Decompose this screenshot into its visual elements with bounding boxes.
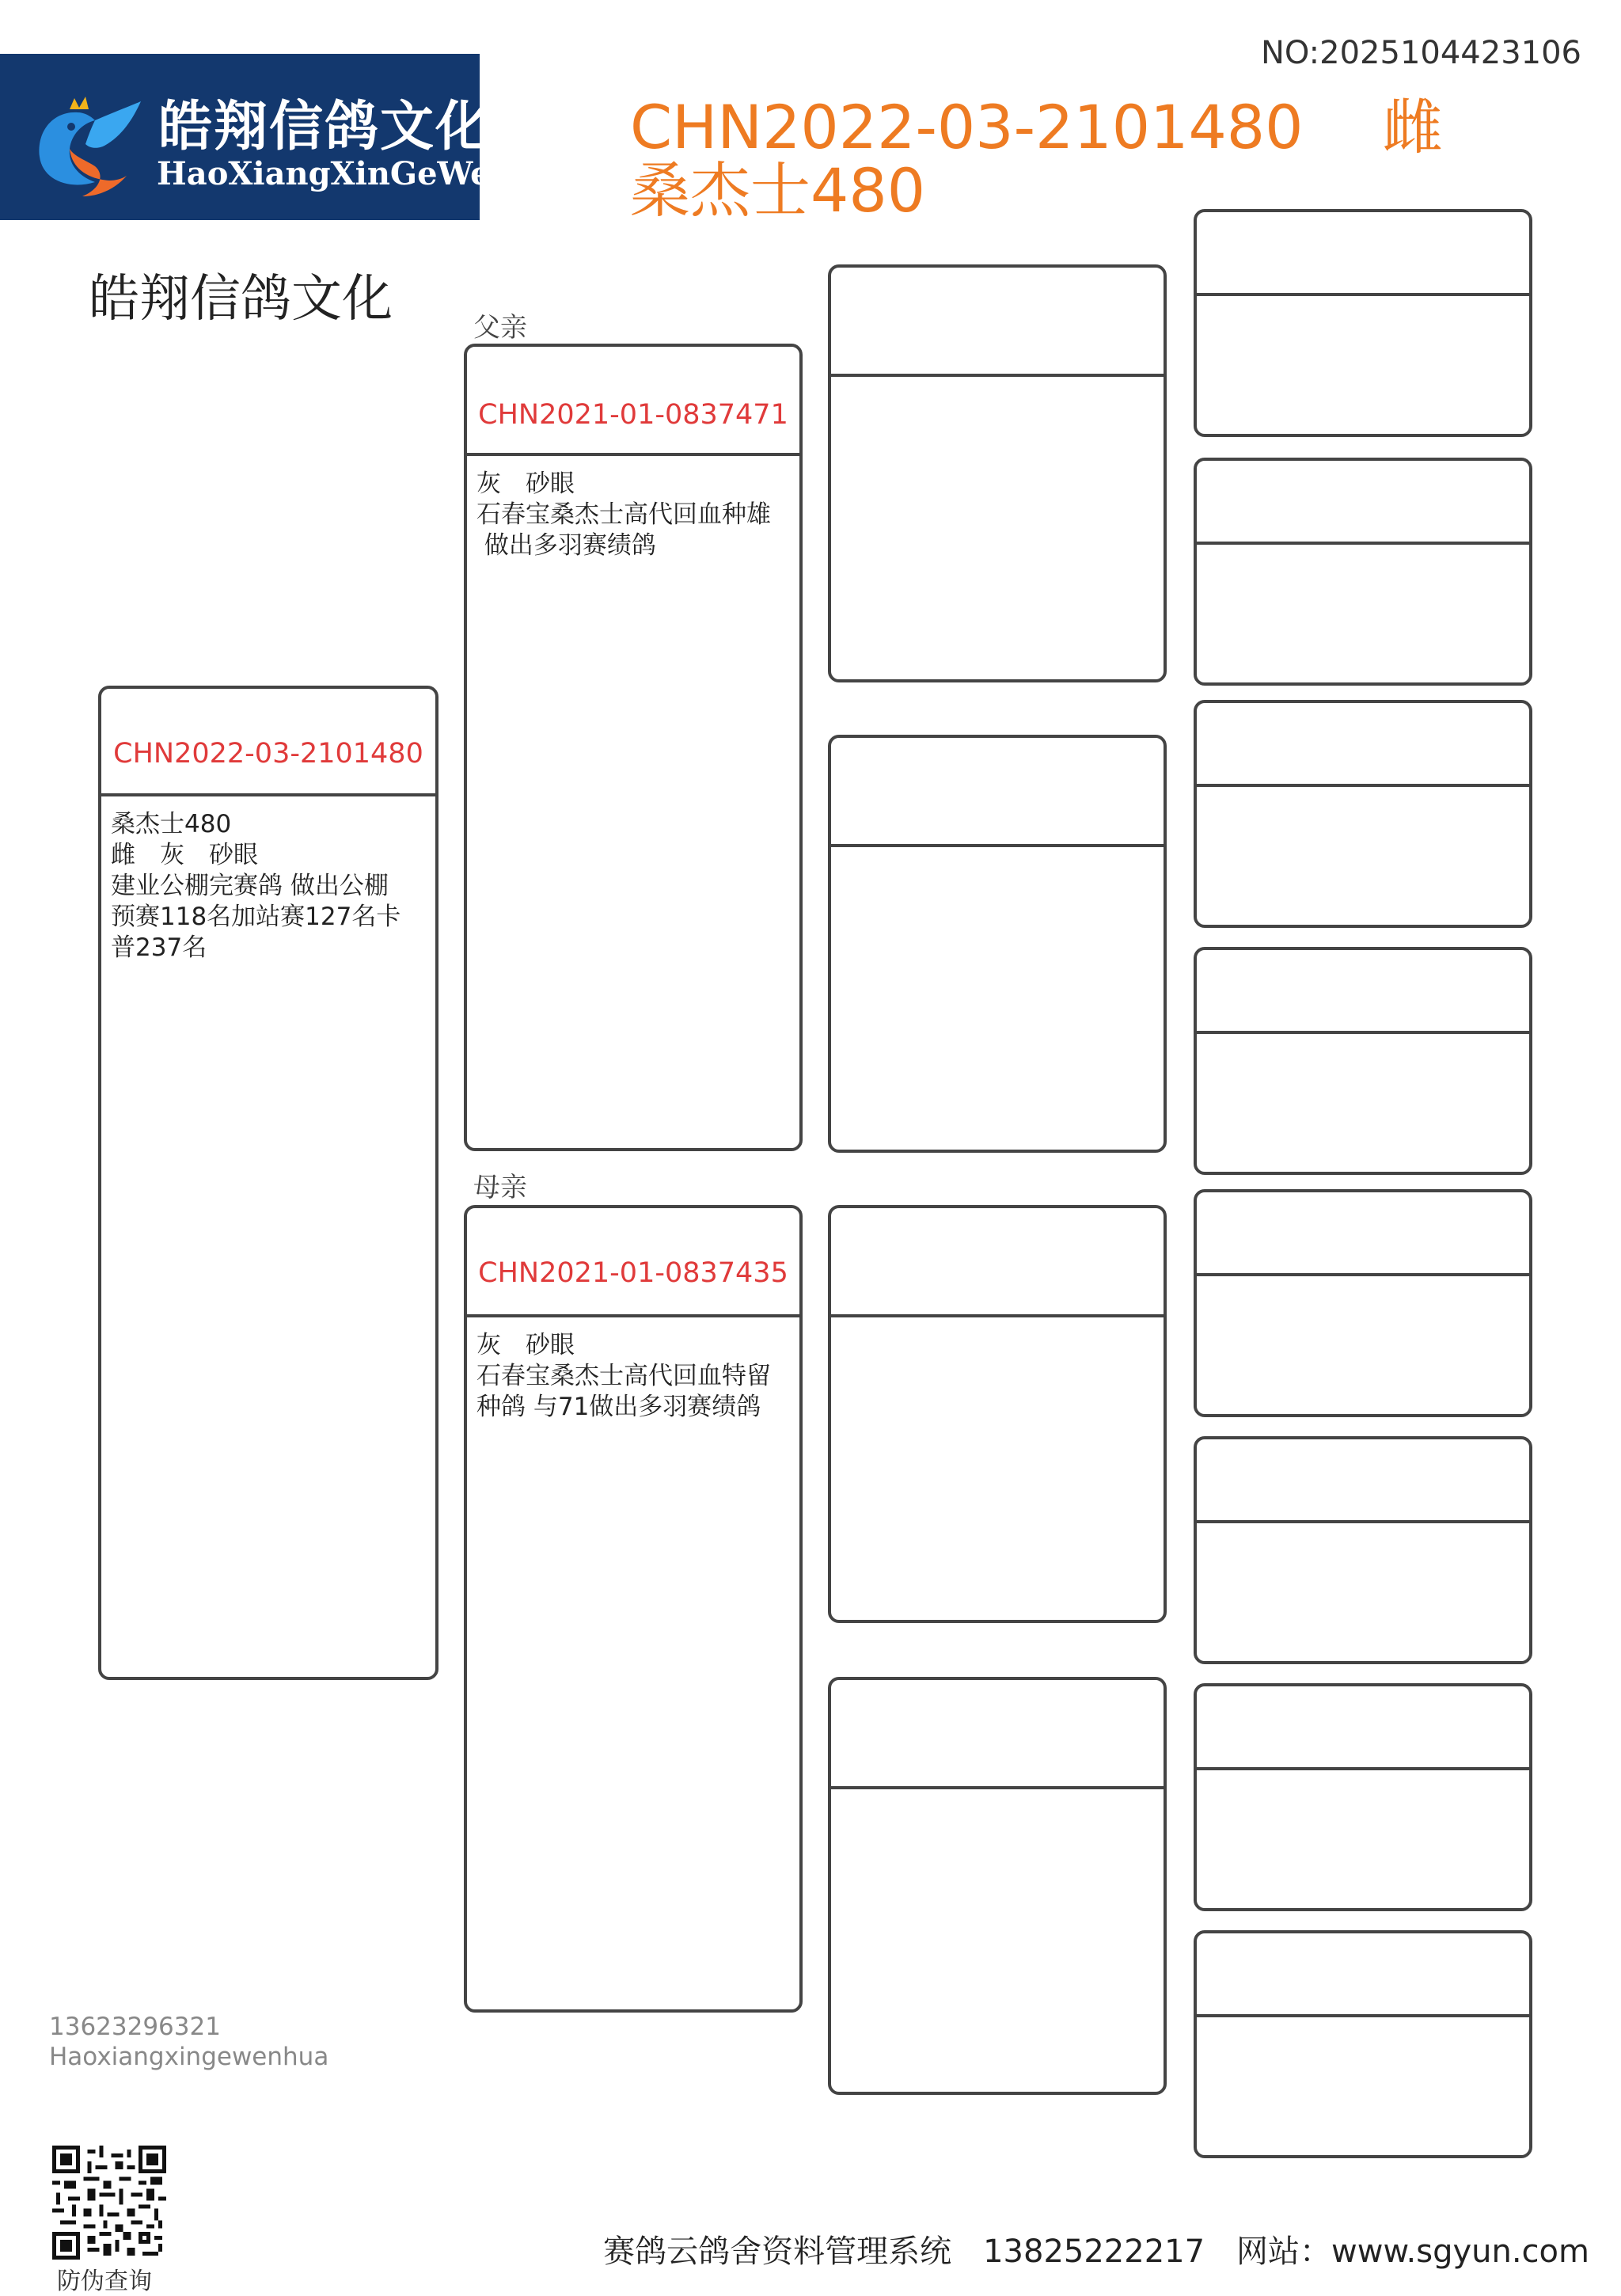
logo-chinese-name: 皓翔信鸽文化	[158, 96, 492, 158]
card-header	[1197, 703, 1529, 787]
card-header	[1197, 950, 1529, 1034]
card-header	[467, 1208, 799, 1317]
mother-label: 母亲	[473, 1172, 527, 1203]
loft-name: 皓翔信鸽文化	[89, 270, 393, 329]
card-header	[831, 1680, 1164, 1789]
great-grandparent-card	[1194, 1930, 1532, 2158]
description-line: 灰 砂眼	[476, 1331, 575, 1359]
card-header	[1197, 1439, 1529, 1523]
great-grandparent-card	[1194, 947, 1532, 1175]
ring-number: CHN2021-01-0837435	[478, 1257, 788, 1289]
card-header	[1197, 1686, 1529, 1770]
serial-number: NO:2025104423106	[1260, 35, 1581, 71]
qr-code-icon[interactable]	[52, 2146, 166, 2260]
pigeon-logo-icon	[22, 87, 141, 206]
card-header	[831, 268, 1164, 377]
card-header	[1197, 1192, 1529, 1276]
description-line: 建业公棚完赛鸽 做出公棚	[111, 872, 389, 900]
anti-counterfeit-label: 防伪查询	[57, 2267, 152, 2295]
description-line: 石春宝桑杰士高代回血特留	[476, 1362, 771, 1390]
description-line: 桑杰士480	[111, 810, 232, 838]
card-header	[831, 738, 1164, 847]
great-grandparent-card	[1194, 209, 1532, 437]
card-header	[467, 347, 799, 456]
maternal-grandmother-card	[828, 1677, 1167, 2095]
description-line: 普237名	[111, 933, 207, 962]
description-line: 做出多羽赛绩鸽	[476, 531, 656, 560]
pigeon-name: 桑杰士480	[630, 155, 926, 226]
description-line: 石春宝桑杰士高代回血种雄	[476, 500, 771, 529]
great-grandparent-card	[1194, 700, 1532, 928]
card-header	[1197, 461, 1529, 545]
card-header	[101, 689, 435, 796]
description-line: 灰 砂眼	[476, 469, 575, 498]
pigeon-description	[476, 1330, 792, 1423]
pigeon-title: CHN2022-03-2101480 雌	[630, 92, 1443, 162]
card-header	[831, 1208, 1164, 1317]
logo-banner	[0, 54, 576, 220]
description-line: 种鸽 与71做出多羽赛绩鸽	[476, 1393, 761, 1421]
paternal-grandmother-card	[828, 735, 1167, 1153]
mother-card	[464, 1205, 803, 2013]
subject-pigeon-card	[98, 686, 438, 1680]
great-grandparent-card	[1194, 1189, 1532, 1417]
ring-number: CHN2022-03-2101480	[113, 738, 423, 770]
card-header	[1197, 212, 1529, 296]
great-grandparent-card	[1194, 458, 1532, 686]
paternal-grandfather-card	[828, 264, 1167, 682]
logo-english-name: HaoXiangXinGeWeiHua	[157, 155, 576, 192]
description-line: 雌 灰 砂眼	[111, 841, 258, 869]
father-card	[464, 344, 803, 1151]
maternal-grandfather-card	[828, 1205, 1167, 1623]
ring-number: CHN2021-01-0837471	[478, 399, 788, 431]
pigeon-description	[476, 469, 792, 561]
footer-info: 赛鸽云鸽舍资料管理系统 13825222217 网站：www.sgyun.com	[603, 2233, 1589, 2270]
great-grandparent-card	[1194, 1683, 1532, 1911]
description-line: 预赛118名加站赛127名卡	[111, 903, 401, 931]
father-label: 父亲	[473, 312, 527, 344]
contact-name: Haoxiangxingewenhua	[49, 2043, 329, 2071]
great-grandparent-card	[1194, 1436, 1532, 1664]
contact-phone: 13623296321	[49, 2013, 221, 2041]
pigeon-description	[111, 809, 427, 964]
card-header	[1197, 1933, 1529, 2017]
